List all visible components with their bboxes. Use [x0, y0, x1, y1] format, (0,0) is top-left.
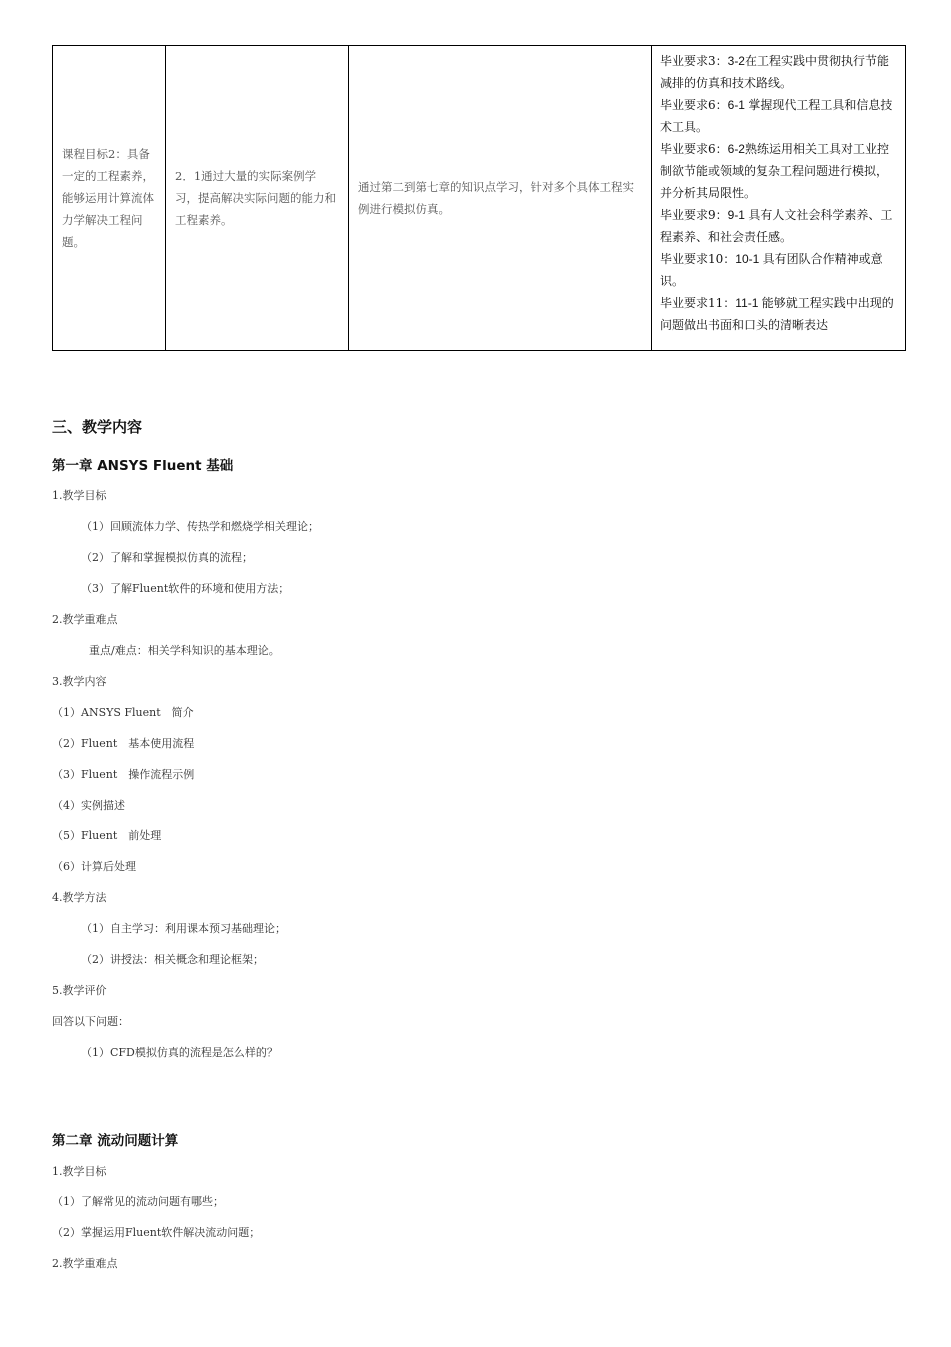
list-item: （1）了解常见的流动问题有哪些；	[52, 1195, 224, 1208]
list-item: （2）掌握运用Fluent软件解决流动问题；	[52, 1226, 261, 1239]
section-title: 三、教学内容	[52, 418, 143, 436]
list-item: （1）CFD模拟仿真的流程是怎么样的？	[81, 1046, 278, 1059]
requirement-item: 毕业要求9：9-1 具有人文社会科学素养、工程素养、和社会责任感。	[660, 208, 893, 244]
subsection-heading: 1.教学目标	[52, 1165, 107, 1178]
chapter-title: 第一章 ANSYS Fluent 基础	[52, 458, 234, 474]
list-item: （3）了解Fluent软件的环境和使用方法；	[81, 582, 290, 595]
list-item: （1）回顾流体力学、传热学和燃烧学相关理论；	[81, 520, 319, 533]
subsection-heading: 2.教学重难点	[52, 1257, 118, 1270]
requirement-item: 毕业要求3：3-2在工程实践中贯彻执行节能减排的仿真和技术路线。	[660, 54, 889, 90]
list-item: （2）Fluent 基本使用流程	[52, 737, 195, 750]
paragraph: 重点/难点：相关学科知识的基本理论。	[89, 644, 280, 657]
requirement-item: 毕业要求6：6-2熟练运用相关工具对工业控制欲节能或领域的复杂工程问题进行模拟，并分析其局限性。	[660, 142, 889, 200]
teaching-method-cell: 通过第二到第七章的知识点学习，针对多个具体工程实例进行模拟仿真。	[349, 46, 652, 351]
list-item: （2）了解和掌握模拟仿真的流程；	[81, 551, 253, 564]
list-item: （6）计算后处理	[52, 860, 136, 873]
subsection-heading: 4.教学方法	[52, 891, 107, 904]
requirement-item: 毕业要求6：6-1 掌握现代工程工具和信息技术工具。	[660, 98, 893, 134]
list-item: （1）ANSYS Fluent 简介	[52, 706, 194, 719]
list-item: （3）Fluent 操作流程示例	[52, 768, 195, 781]
course-goal-table	[52, 45, 906, 351]
list-item: （5）Fluent 前处理	[52, 829, 162, 842]
chapter-title: 第二章 流动问题计算	[52, 1133, 179, 1149]
subsection-heading: 2.教学重难点	[52, 613, 118, 626]
list-item: （1）自主学习：利用课本预习基础理论；	[81, 922, 286, 935]
graduation-requirements-cell	[652, 46, 906, 351]
requirement-item: 毕业要求10：10-1 具有团队合作精神或意识。	[660, 252, 883, 288]
list-item: （4）实例描述	[52, 799, 125, 812]
course-goal-cell: 课程目标2：具备一定的工程素养，能够运用计算流体力学解决工程问题。	[53, 46, 166, 351]
goal-content-cell: 2．1通过大量的实际案例学习，提高解决实际问题的能力和工程素养。	[166, 46, 349, 351]
requirement-item: 毕业要求11：11-1 能够就工程实践中出现的问题做出书面和口头的清晰表达	[660, 296, 894, 332]
table-row	[53, 46, 906, 351]
list-item: （2）讲授法：相关概念和理论框架；	[81, 953, 264, 966]
subsection-heading: 5.教学评价	[52, 984, 107, 997]
subsection-heading: 3.教学内容	[52, 675, 107, 688]
paragraph: 回答以下问题：	[52, 1015, 129, 1028]
subsection-heading: 1.教学目标	[52, 489, 107, 502]
